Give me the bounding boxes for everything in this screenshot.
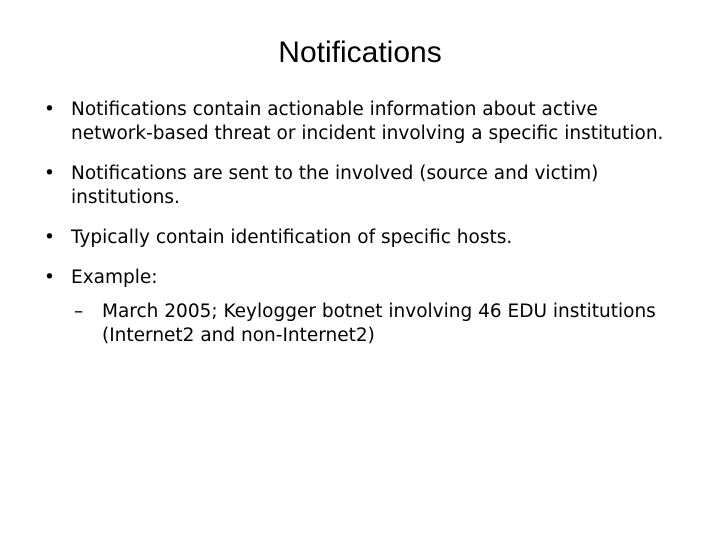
bullet-item: [44, 98, 674, 146]
sub-bullet-item: [71, 300, 674, 348]
bullet-marker: •: [44, 99, 55, 120]
bullet-text: Notifications are sent to the involved (source and victim) institutions.: [71, 163, 599, 208]
bullet-item: [44, 226, 674, 250]
bullet-text: Example:: [71, 267, 158, 288]
bullet-item: [44, 266, 674, 348]
slide-title: Notifications: [278, 36, 442, 69]
bullet-text: Notifications contain actionable information about active network-based threat or incident involving a specific institution.: [71, 99, 664, 144]
bullet-marker: •: [44, 163, 55, 184]
sub-bullet-text: March 2005; Keylogger botnet involving 46 EDU institutions (Internet2 and non-Internet2): [102, 301, 656, 346]
bullet-item: [44, 162, 674, 210]
bullet-text: Typically contain identification of specific hosts.: [71, 227, 513, 248]
bullet-marker: •: [44, 227, 55, 248]
bullet-marker: •: [44, 267, 55, 288]
bullet-list: [44, 98, 674, 364]
sub-bullet-marker: –: [74, 301, 84, 322]
sub-bullet-list: [71, 300, 674, 348]
